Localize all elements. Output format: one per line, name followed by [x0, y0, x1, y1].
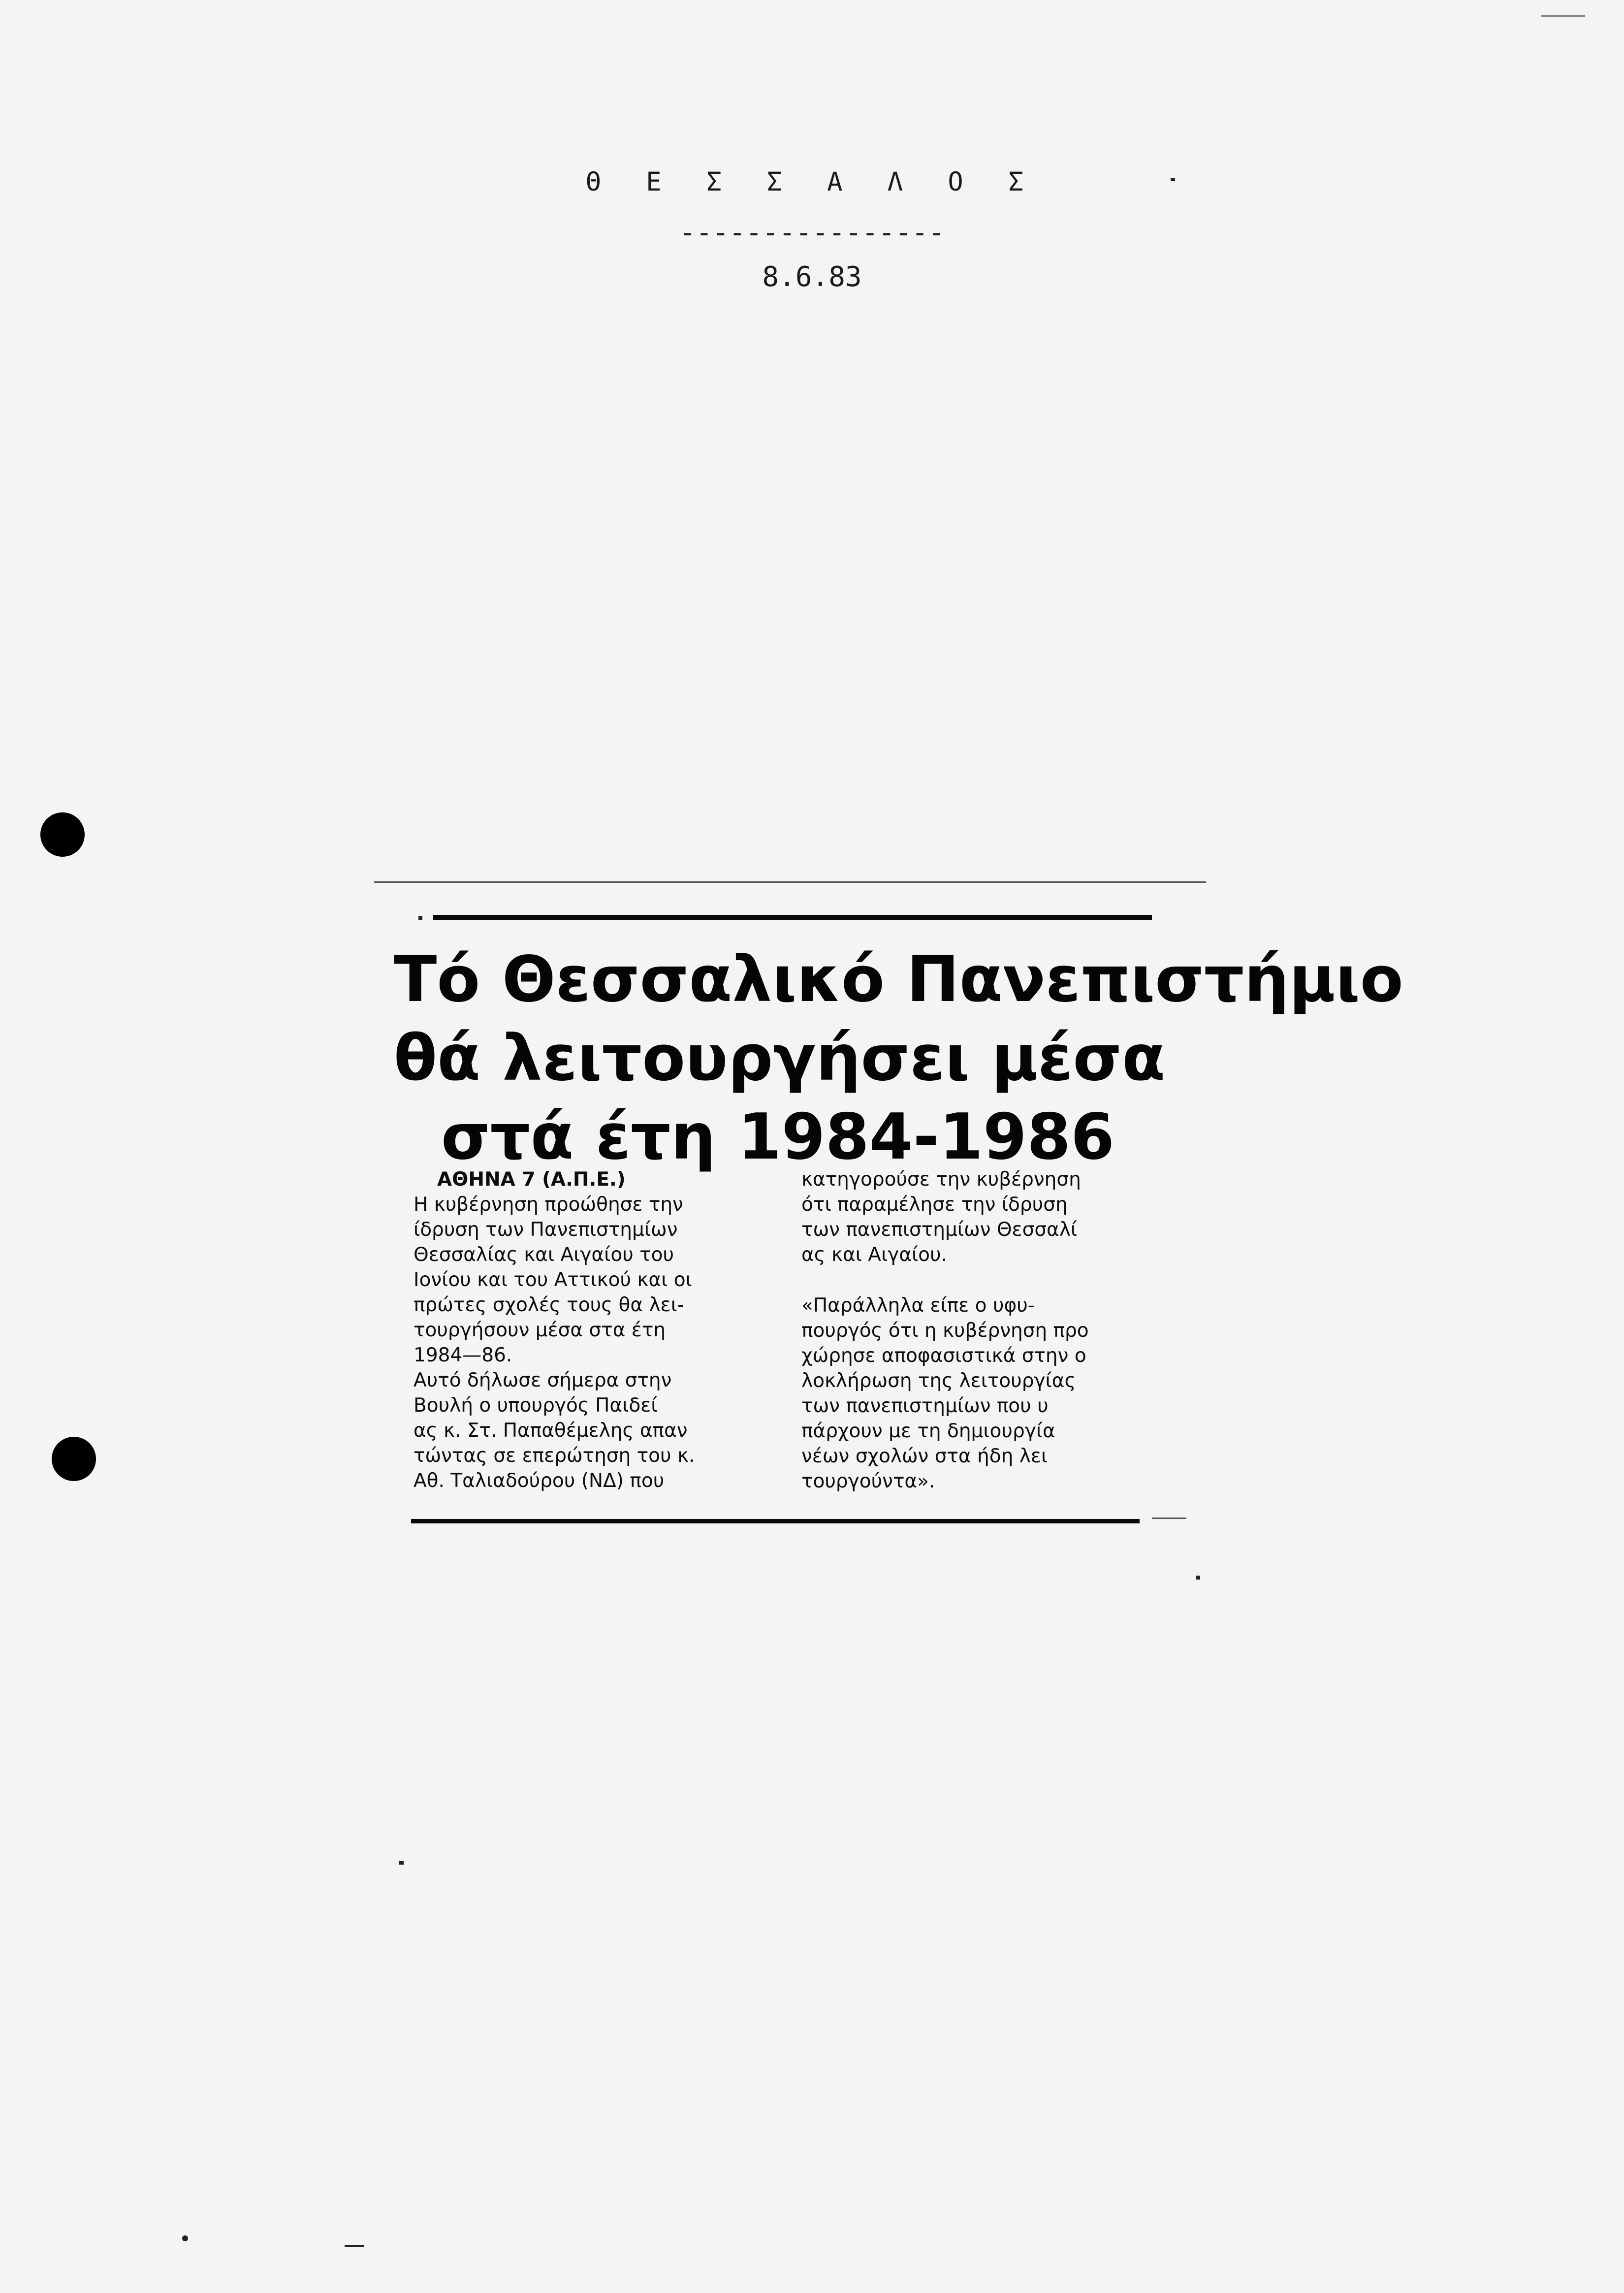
text-line: πρώτες σχολές τους θα λει- [414, 1294, 684, 1316]
article-left-column [414, 1167, 793, 1493]
punch-hole-lower [52, 1437, 96, 1481]
newspaper-name: Θ Ε Σ Σ Α Λ Ο Σ [585, 167, 1039, 197]
text-line: 1984—86. [414, 1344, 512, 1366]
punch-hole-upper [40, 812, 85, 857]
headline-line-3: στά έτη 1984-1986 [441, 1100, 1115, 1174]
text-line: νέων σχολών στα ήδη λει [801, 1445, 1048, 1467]
headline-line-2: θά λειτουργήσει μέσα [394, 1022, 1165, 1095]
clipping-bottom-rule [411, 1519, 1140, 1523]
text-line: Ιονίου και του Αττικού και οι [414, 1269, 692, 1291]
text-line: Αθ. Ταλιαδούρου (ΝΔ) που [414, 1470, 665, 1492]
text-line: τουργήσουν μέσα στα έτη [414, 1319, 666, 1341]
text-line: ότι παραμέλησε την ίδρυση [801, 1194, 1068, 1216]
clipping-bottom-edge [1152, 1518, 1186, 1519]
text-line: πουργός ότι η κυβέρνηση προ [801, 1320, 1089, 1342]
text-line: των πανεπιστημίων που υ [801, 1395, 1049, 1417]
paragraph-gap [801, 1267, 1180, 1293]
text-line: Η κυβέρνηση προώθησε την [414, 1194, 683, 1216]
clipping-top-edge [374, 881, 1206, 883]
article-headline [394, 940, 1403, 1177]
scan-speck [418, 916, 422, 920]
headline-line-1: Τό Θεσσαλικό Πανεπιστήμιο [394, 943, 1403, 1016]
text-line: Αυτό δήλωσε σήμερα στην [414, 1369, 672, 1391]
header-underline: ---------------- [679, 217, 945, 249]
text-line: τώντας σε επερώτηση του κ. [414, 1445, 695, 1467]
scan-speck [345, 2245, 364, 2247]
text-line: ας κ. Στ. Παπαθέμελης απαν [414, 1420, 688, 1442]
text-line: «Παράλληλα είπε ο υφυ- [801, 1294, 1035, 1317]
text-line: πάρχουν με τη δημιουργία [801, 1420, 1055, 1442]
text-line: των πανεπιστημίων Θεσσαλί [801, 1219, 1078, 1241]
text-line: κατηγορούσε την κυβέρνηση [801, 1168, 1081, 1191]
text-line: Βουλή ο υπουργός Παιδεί [414, 1394, 658, 1417]
text-line: Θεσσαλίας και Αιγαίου του [414, 1244, 674, 1266]
scan-speck [182, 2235, 188, 2241]
text-line: χώρησε αποφασιστικά στην ο [801, 1345, 1086, 1367]
scan-speck [1196, 1576, 1200, 1580]
scan-speck [1541, 15, 1585, 17]
text-line: λοκλήρωση της λειτουργίας [801, 1370, 1076, 1392]
text-line: ίδρυση των Πανεπιστημίων [414, 1219, 678, 1241]
text-line: τουργούντα». [801, 1470, 935, 1492]
scan-speck [1171, 178, 1175, 181]
text-line: ας και Αιγαίου. [801, 1244, 947, 1266]
publication-date: 8.6.83 [762, 261, 862, 293]
clipping-top-rule [433, 915, 1152, 920]
scan-speck [399, 1861, 404, 1865]
article-dateline: ΑΘΗΝΑ 7 (Α.Π.Ε.) [437, 1168, 626, 1191]
article-right-column [801, 1167, 1180, 1494]
